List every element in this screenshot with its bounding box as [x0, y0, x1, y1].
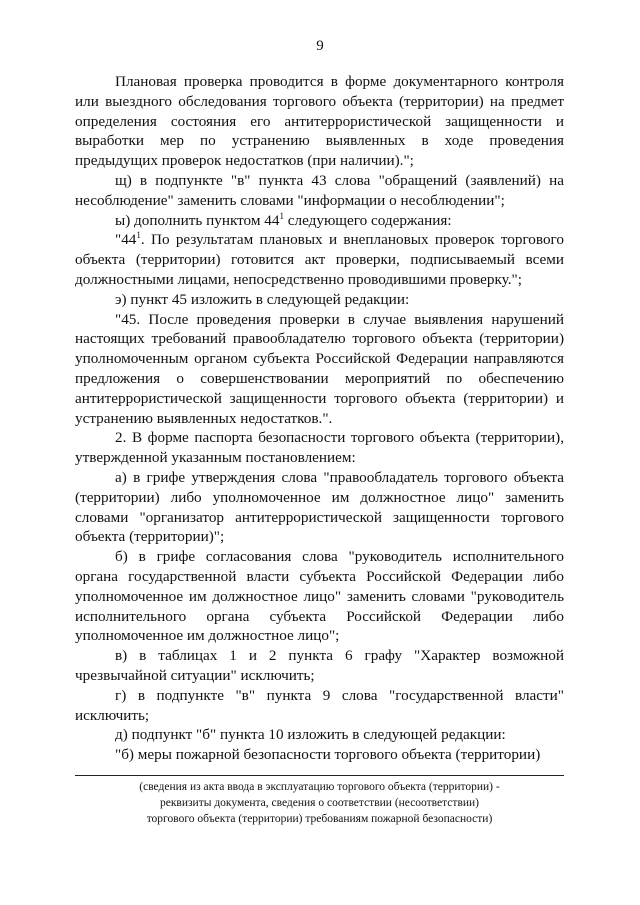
superscript: 1	[279, 210, 284, 221]
caption-line: торгового объекта (территории) требованиям пожарной безопасности)	[146, 813, 493, 825]
paragraph: 2. В форме паспорта безопасности торгового объекта (территории), утвержденной указанным постановлением:	[75, 429, 564, 467]
paragraph: д) подпункт "б" пункта 10 изложить в следующей редакции:	[115, 726, 506, 744]
paragraph: а) в грифе утверждения слова "правообладатель торгового объекта (территории) либо уполномоченное им должностное лицо" заменить словами "организатор антитеррористической защищенности торгового объекта (территории)";	[75, 468, 564, 546]
paragraph: э) пункт 45 изложить в следующей редакции:	[115, 290, 410, 308]
paragraph	[75, 230, 564, 289]
paragraph: щ) в подпункте "в" пункта 43 слова "обращений (заявлений) на несоблюдение" заменить словами "информации о несоблюдении";	[75, 171, 564, 209]
paragraph: в) в таблицах 1 и 2 пункта 6 графу "Характер возможной чрезвычайной ситуации" исключить;	[75, 647, 564, 684]
paragraph: "б) меры пожарной безопасности торгового объекта (территории)	[115, 746, 541, 764]
paragraph	[75, 211, 564, 231]
paragraph-text: "44	[115, 231, 137, 249]
caption-line: реквизиты документа, сведения о соответствии (несоответствии)	[159, 797, 480, 809]
superscript: 1	[136, 230, 141, 241]
paragraph: "45. После проведения проверки в случае выявления нарушений настоящих требований правообладателю торгового объекта (территории) уполномоченным органом субъекта Российской Федерации направляются предложения о совершенствовании мероприятий по обеспечению антитеррористической защищенности торгового объекта (территории) и устранению выявленных недостатков.".	[75, 310, 564, 427]
paragraph-text: следующего содержания:	[283, 211, 452, 229]
paragraph: б) в грифе согласования слова "руководитель исполнительного органа государственной власти субъекта Российской Федерации либо уполномоченное им должностное лицо" заменить словами "руководитель исполнительного органа субъекта Российской Федерации либо уполномоченное им должностное лицо";	[75, 548, 564, 645]
form-field-caption	[75, 779, 564, 827]
paragraph-text: ы) дополнить пунктом 44	[115, 211, 280, 229]
caption-line: (сведения из акта ввода в эксплуатацию торгового объекта (территории) -	[139, 781, 500, 793]
form-field-rule	[75, 775, 564, 776]
paragraph: Плановая проверка проводится в форме документарного контроля или выездного обследования торгового объекта (территории) на предмет определения состояния его антитеррористической защищенности и выработки мер по устранению выявленных в ходе проведения предыдущих проверок недостатков (при наличии).";	[75, 73, 564, 170]
paragraph-text: . По результатам плановых и внеплановых проверок торгового объекта (территории) готовится акт проверки, подписываемый всеми должностными лицами, непосредственно проводившими проверку.";	[75, 231, 564, 288]
paragraph: г) в подпункте "в" пункта 9 слова "государственной власти" исключить;	[75, 686, 564, 724]
document-body	[75, 72, 564, 765]
page-number: 9	[316, 38, 324, 54]
